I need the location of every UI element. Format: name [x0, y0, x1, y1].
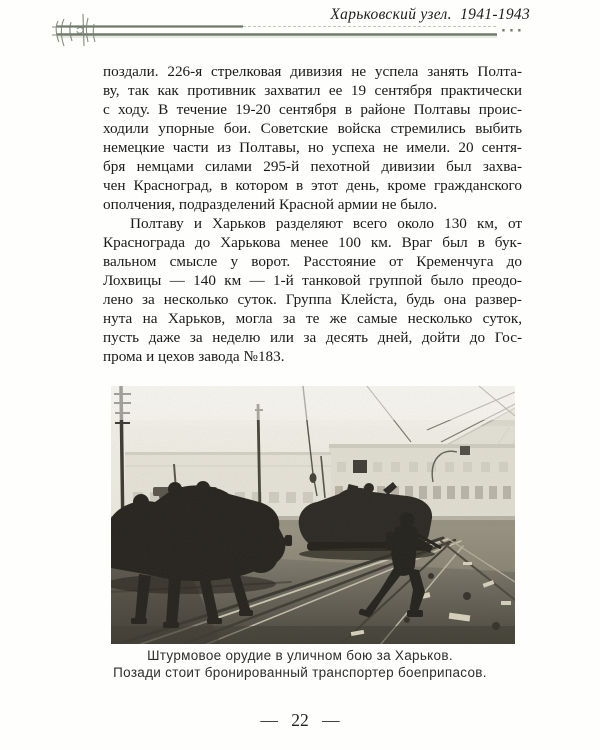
- photo-street-battle: [111, 386, 515, 644]
- text-line: ополчения, подразделений Красной армии не было.: [103, 196, 438, 213]
- text-line: Позади стоит бронированный транспортер боеприпасов.: [113, 664, 487, 680]
- text-line: Штурмовое орудие в уличном бою за Харьков.: [147, 648, 453, 663]
- text-line: Полтаву и Харьков разделяют всего около 130 км, от: [130, 215, 522, 232]
- page-number: — 22 —: [260, 710, 340, 730]
- photo-caption: [60, 648, 540, 681]
- text-line: ву, так как противник захватил ее 19 сентября практически: [103, 82, 522, 99]
- text-line: вальном смысле у ворот. Расстояние от Кременчуга до: [103, 253, 522, 270]
- text-line: поздали. 226-я стрелковая дивизия не успела занять Полта-: [103, 63, 522, 80]
- text-line: ходили упорные бои. Советские войска стремились выбить: [103, 120, 522, 137]
- text-line: прома и цехов завода №183.: [103, 348, 285, 365]
- body-text: [103, 62, 522, 366]
- text-line: немецкие части из Полтавы, но успеха не имели. 20 сентя-: [103, 139, 522, 156]
- text-line: чен Красноград, в котором в этот день, кроме гражданского: [103, 177, 522, 194]
- paragraph-2: [103, 214, 522, 366]
- text-line: Краснограда до Харькова менее 100 км. Враг был в бук-: [103, 234, 522, 251]
- text-line: бря немцами силами 295-й пехотной дивизии был захва-: [103, 158, 522, 175]
- text-line: лено за несколько суток. Группа Клейста, будь она развер-: [103, 291, 522, 308]
- text-line: Лохвицы — 140 км — 1-й танковой группой было преодо-: [103, 272, 522, 289]
- text-line: нута на Харьков, могла за те же самые несколько суток,: [103, 310, 522, 327]
- chapter-title: Харьковский узел. 1941-1943: [330, 6, 530, 23]
- text-line: с ходу. В течение 19-20 сентября в районе Полтавы проис-: [103, 101, 522, 118]
- paragraph-1: [103, 62, 522, 214]
- text-line: пусть даже за неделю или за десять дней, дойти до Гос-: [103, 329, 522, 346]
- flourish-scribble-icon: [52, 14, 95, 46]
- flourish-dots: ···: [501, 24, 525, 39]
